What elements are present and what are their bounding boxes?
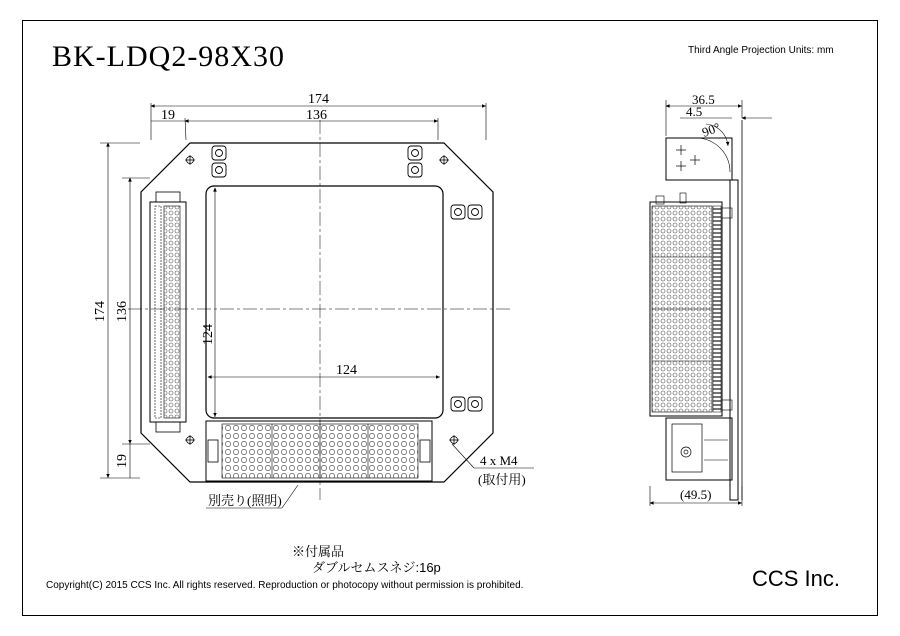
inner-window [206,186,443,418]
screw-note-line1: 4 x M4 [480,453,518,468]
screw-group-right-lower [451,397,482,411]
dim-window-height: 124 [201,324,216,345]
copyright-notice: Copyright(C) 2015 CCS Inc. All rights reserved. Reproduction or photocopy without permission is prohibited. [46,580,524,591]
side-view [650,92,772,506]
bottom-led-bar [206,421,432,481]
screw-group-right-upper [451,205,482,219]
screw-note-line2: (取付用) [478,472,526,487]
top-bracket [666,138,732,180]
bottom-bracket [666,418,732,480]
dim-overall-width: 174 [308,92,329,107]
dim-offset-top: 19 [161,108,175,123]
side-rail [730,180,738,500]
projection-note: Third Angle Projection Units: mm [688,45,834,56]
company-name: CCS Inc. [752,566,841,591]
front-view [93,92,534,508]
mount-hole-icons [185,155,459,445]
dim-side-offset: 4.5 [686,104,703,119]
dim-overall-height: 174 [93,301,108,322]
drawing-title: BK-LDQ2-98X30 [52,40,285,73]
screw-group-top-left [212,146,226,177]
bracket-hole-icons [676,145,700,171]
dim-window-width: 124 [336,363,357,378]
dim-offset-bottom: 19 [115,454,130,468]
left-led-bar [150,192,186,432]
dim-side-angle: 90° [699,119,723,140]
dim-side-width: 36.5 [692,92,715,107]
dim-side-bottom: (49.5) [680,487,712,502]
dim-inner-width: 136 [306,108,327,123]
accessory-heading: ※付属品 [292,544,345,559]
screw-group-top-right [408,146,422,177]
accessory-detail: ダブルセムスネジ:16p [312,560,441,575]
dim-inner-height: 136 [115,301,130,322]
light-note: 別売り(照明) [208,493,282,508]
